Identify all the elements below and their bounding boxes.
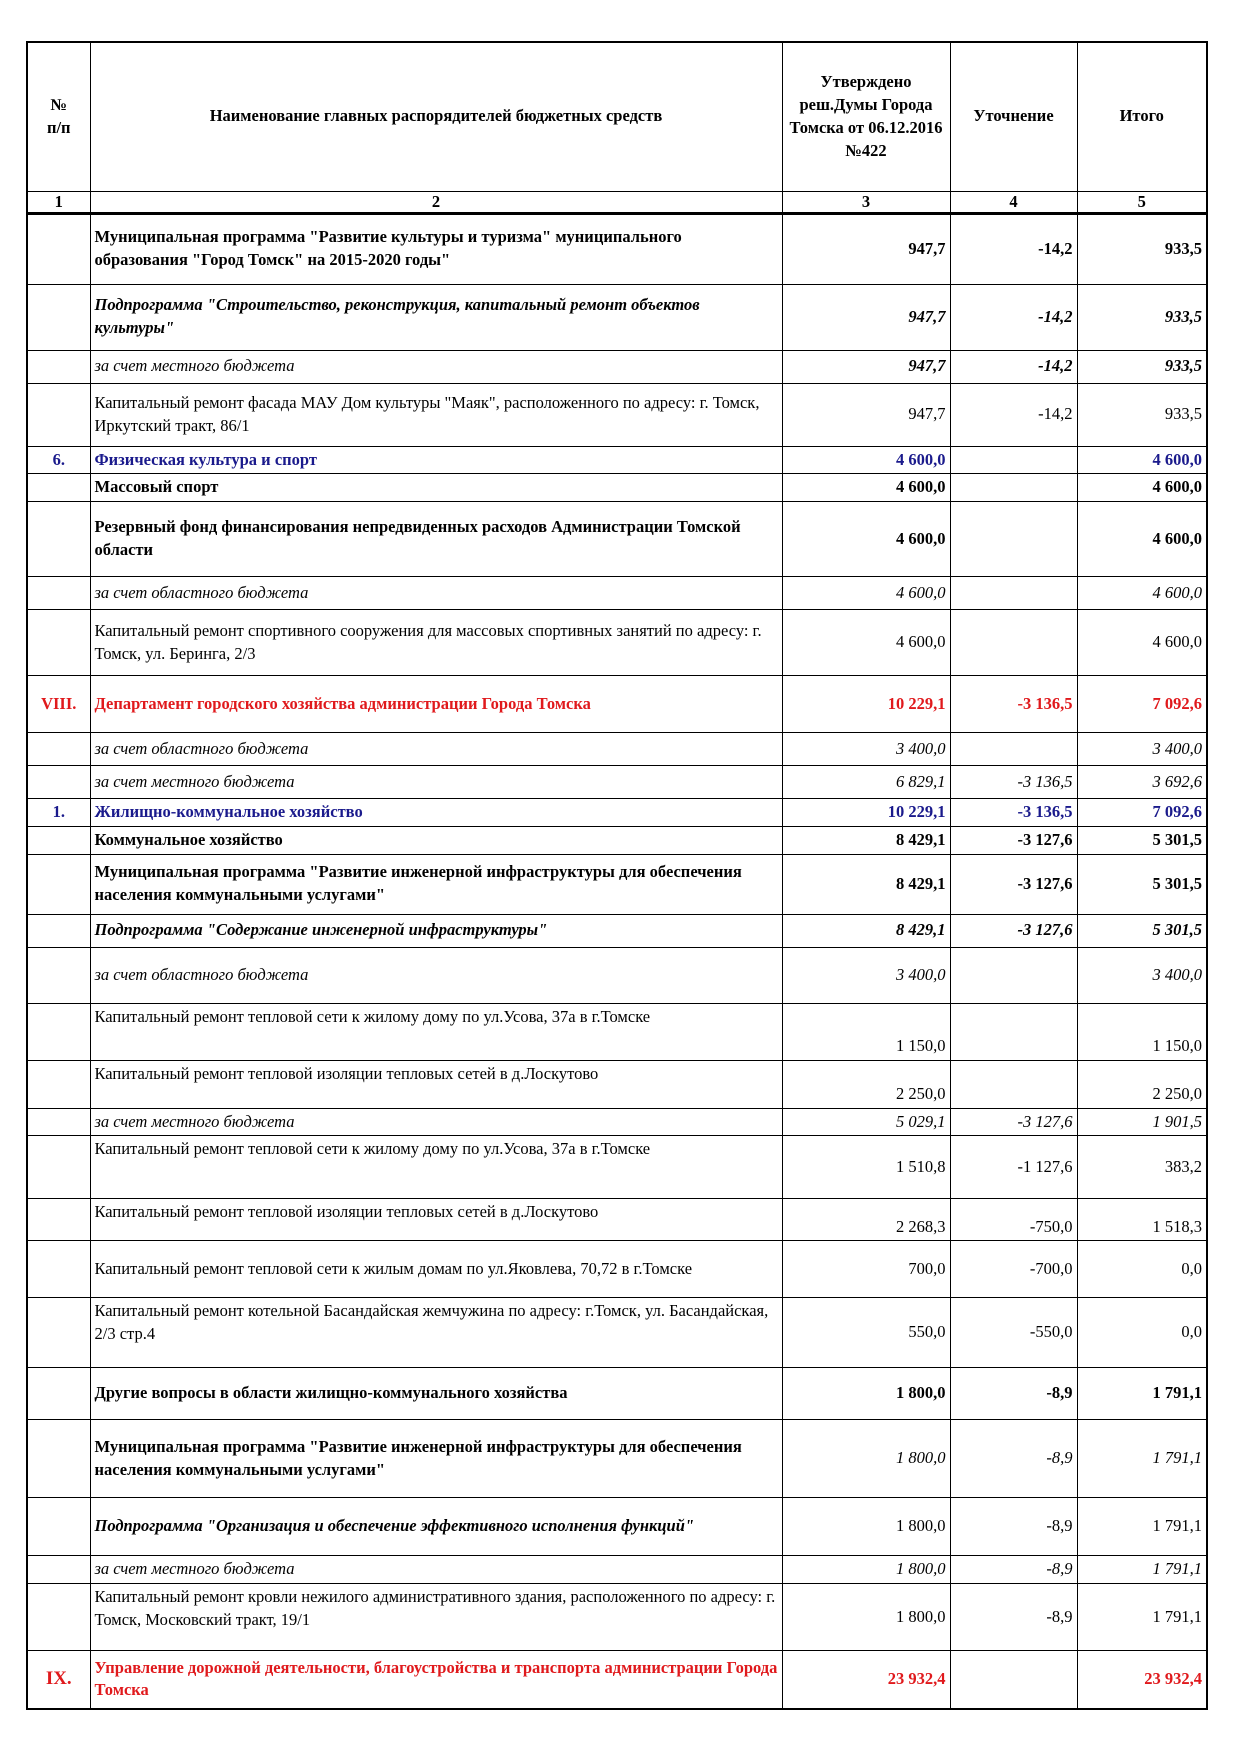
row-change: -3 127,6 xyxy=(950,854,1077,914)
row-change xyxy=(950,446,1077,474)
table-row xyxy=(27,799,1207,827)
row-approved: 1 800,0 xyxy=(782,1556,950,1584)
row-change xyxy=(950,610,1077,676)
header-number: № п/п xyxy=(27,42,90,191)
row-number xyxy=(27,733,90,766)
row-change: -3 136,5 xyxy=(950,766,1077,799)
header-row xyxy=(27,42,1207,191)
table-row xyxy=(27,1298,1207,1368)
table-row xyxy=(27,1556,1207,1584)
row-approved: 4 600,0 xyxy=(782,577,950,610)
row-total: 3 692,6 xyxy=(1077,766,1207,799)
row-number xyxy=(27,854,90,914)
row-approved: 4 600,0 xyxy=(782,446,950,474)
row-number xyxy=(27,383,90,446)
row-approved: 8 429,1 xyxy=(782,914,950,947)
row-name: Физическая культура и спорт xyxy=(90,446,782,474)
row-number xyxy=(27,1003,90,1060)
row-number: VIII. xyxy=(27,676,90,733)
row-name: Жилищно-коммунальное хозяйство xyxy=(90,799,782,827)
row-change: -3 127,6 xyxy=(950,914,1077,947)
row-change: -8,9 xyxy=(950,1368,1077,1420)
row-name: Капитальный ремонт котельной Басандайская жемчужина по адресу: г.Томск, ул. Басандайская, 2/3 стр.4 xyxy=(90,1298,782,1368)
row-change xyxy=(950,502,1077,577)
row-change xyxy=(950,474,1077,502)
row-approved: 8 429,1 xyxy=(782,854,950,914)
row-change: -3 127,6 xyxy=(950,1108,1077,1136)
table-row xyxy=(27,1199,1207,1241)
row-number xyxy=(27,1241,90,1298)
row-number xyxy=(27,1298,90,1368)
row-total: 3 400,0 xyxy=(1077,733,1207,766)
table-row xyxy=(27,1136,1207,1199)
table-row xyxy=(27,1241,1207,1298)
row-change: -14,2 xyxy=(950,383,1077,446)
row-total: 933,5 xyxy=(1077,284,1207,350)
row-approved: 947,7 xyxy=(782,284,950,350)
row-number xyxy=(27,766,90,799)
row-number xyxy=(27,1060,90,1108)
row-total: 933,5 xyxy=(1077,383,1207,446)
table-row xyxy=(27,854,1207,914)
row-number xyxy=(27,914,90,947)
row-approved: 700,0 xyxy=(782,1241,950,1298)
row-total: 4 600,0 xyxy=(1077,474,1207,502)
row-name: Капитальный ремонт фасада МАУ Дом культуры "Маяк", расположенного по адресу: г. Томск, Иркутский тракт, 86/1 xyxy=(90,383,782,446)
row-approved: 947,7 xyxy=(782,350,950,383)
row-change: -700,0 xyxy=(950,1241,1077,1298)
table-row xyxy=(27,1651,1207,1709)
row-name: Другие вопросы в области жилищно-коммунального хозяйства xyxy=(90,1368,782,1420)
row-total: 7 092,6 xyxy=(1077,676,1207,733)
row-name: Подпрограмма "Строительство, реконструкция, капитальный ремонт объектов культуры" xyxy=(90,284,782,350)
row-total: 383,2 xyxy=(1077,1136,1207,1199)
table-row xyxy=(27,383,1207,446)
row-approved: 1 800,0 xyxy=(782,1498,950,1556)
row-total: 1 150,0 xyxy=(1077,1003,1207,1060)
row-change: -8,9 xyxy=(950,1584,1077,1651)
row-number xyxy=(27,1199,90,1241)
table-row xyxy=(27,914,1207,947)
row-approved: 6 829,1 xyxy=(782,766,950,799)
column-number: 3 xyxy=(782,191,950,213)
table-row xyxy=(27,350,1207,383)
column-number: 4 xyxy=(950,191,1077,213)
row-change: -8,9 xyxy=(950,1420,1077,1498)
budget-table xyxy=(26,41,1208,1710)
row-number xyxy=(27,1420,90,1498)
row-approved: 1 510,8 xyxy=(782,1136,950,1199)
table-row xyxy=(27,1368,1207,1420)
row-total: 1 791,1 xyxy=(1077,1584,1207,1651)
row-total: 0,0 xyxy=(1077,1298,1207,1368)
row-change xyxy=(950,577,1077,610)
row-number xyxy=(27,577,90,610)
row-name: Муниципальная программа "Развитие культуры и туризма" муниципального образования "Город Томск" на 2015-2020 годы" xyxy=(90,213,782,284)
row-approved: 1 150,0 xyxy=(782,1003,950,1060)
column-number-row xyxy=(27,191,1207,213)
row-total: 23 932,4 xyxy=(1077,1651,1207,1709)
table-row xyxy=(27,1498,1207,1556)
column-number: 2 xyxy=(90,191,782,213)
table-row xyxy=(27,733,1207,766)
row-name: Управление дорожной деятельности, благоустройства и транспорта администрации Города Томска xyxy=(90,1651,782,1709)
row-number xyxy=(27,947,90,1003)
row-total: 5 301,5 xyxy=(1077,826,1207,854)
row-number xyxy=(27,1136,90,1199)
row-total: 1 791,1 xyxy=(1077,1556,1207,1584)
row-total: 1 901,5 xyxy=(1077,1108,1207,1136)
row-name: Капитальный ремонт тепловой сети к жилому дому по ул.Усова, 37а в г.Томске xyxy=(90,1003,782,1060)
table-row xyxy=(27,502,1207,577)
table-row xyxy=(27,577,1207,610)
row-name: за счет областного бюджета xyxy=(90,947,782,1003)
row-change xyxy=(950,1003,1077,1060)
table-row xyxy=(27,766,1207,799)
row-approved: 3 400,0 xyxy=(782,733,950,766)
row-change: -750,0 xyxy=(950,1199,1077,1241)
row-total: 5 301,5 xyxy=(1077,854,1207,914)
row-change: -1 127,6 xyxy=(950,1136,1077,1199)
table-row xyxy=(27,826,1207,854)
row-change: -3 127,6 xyxy=(950,826,1077,854)
row-change: -3 136,5 xyxy=(950,676,1077,733)
row-change: -14,2 xyxy=(950,213,1077,284)
row-number xyxy=(27,284,90,350)
row-number xyxy=(27,1108,90,1136)
row-number xyxy=(27,474,90,502)
header-approved: Утверждено реш.Думы Города Томска от 06.12.2016 №422 xyxy=(782,42,950,191)
row-total: 933,5 xyxy=(1077,350,1207,383)
table-row xyxy=(27,1108,1207,1136)
row-name: Капитальный ремонт спортивного сооружения для массовых спортивных занятий по адресу: г. Томск, ул. Беринга, 2/3 xyxy=(90,610,782,676)
row-change xyxy=(950,1060,1077,1108)
row-approved: 5 029,1 xyxy=(782,1108,950,1136)
row-number: 6. xyxy=(27,446,90,474)
row-number: 1. xyxy=(27,799,90,827)
row-change xyxy=(950,733,1077,766)
table-row xyxy=(27,1003,1207,1060)
row-name: Капитальный ремонт тепловой сети к жилому дому по ул.Усова, 37а в г.Томске xyxy=(90,1136,782,1199)
column-number: 1 xyxy=(27,191,90,213)
row-name: за счет местного бюджета xyxy=(90,1108,782,1136)
row-name: за счет местного бюджета xyxy=(90,350,782,383)
table-row xyxy=(27,676,1207,733)
table-row xyxy=(27,446,1207,474)
row-total: 1 791,1 xyxy=(1077,1368,1207,1420)
row-name: Массовый спорт xyxy=(90,474,782,502)
table-row xyxy=(27,947,1207,1003)
row-change xyxy=(950,1651,1077,1709)
row-name: Капитальный ремонт кровли нежилого административного здания, расположенного по адресу: г. Томск, Московский тракт, 19/1 xyxy=(90,1584,782,1651)
header-total: Итого xyxy=(1077,42,1207,191)
row-total: 933,5 xyxy=(1077,213,1207,284)
row-name: Подпрограмма "Содержание инженерной инфраструктуры" xyxy=(90,914,782,947)
row-approved: 23 932,4 xyxy=(782,1651,950,1709)
row-name: Муниципальная программа "Развитие инженерной инфраструктуры для обеспечения населения коммунальными услугами" xyxy=(90,1420,782,1498)
row-name: Муниципальная программа "Развитие инженерной инфраструктуры для обеспечения населения коммунальными услугами" xyxy=(90,854,782,914)
header-change: Уточнение xyxy=(950,42,1077,191)
row-approved: 1 800,0 xyxy=(782,1368,950,1420)
row-name: Капитальный ремонт тепловой сети к жилым домам по ул.Яковлева, 70,72 в г.Томске xyxy=(90,1241,782,1298)
row-approved: 2 268,3 xyxy=(782,1199,950,1241)
row-number xyxy=(27,610,90,676)
row-total: 2 250,0 xyxy=(1077,1060,1207,1108)
row-change: -8,9 xyxy=(950,1556,1077,1584)
table-row xyxy=(27,1584,1207,1651)
row-name: за счет местного бюджета xyxy=(90,1556,782,1584)
row-name: Департамент городского хозяйства администрации Города Томска xyxy=(90,676,782,733)
table-row xyxy=(27,474,1207,502)
row-approved: 947,7 xyxy=(782,383,950,446)
row-number xyxy=(27,826,90,854)
row-total: 4 600,0 xyxy=(1077,610,1207,676)
row-approved: 4 600,0 xyxy=(782,610,950,676)
header-name: Наименование главных распорядителей бюджетных средств xyxy=(90,42,782,191)
row-name: Подпрограмма "Организация и обеспечение эффективного исполнения функций" xyxy=(90,1498,782,1556)
row-approved: 10 229,1 xyxy=(782,676,950,733)
row-total: 3 400,0 xyxy=(1077,947,1207,1003)
row-approved: 550,0 xyxy=(782,1298,950,1368)
row-name: за счет местного бюджета xyxy=(90,766,782,799)
row-name: за счет областного бюджета xyxy=(90,577,782,610)
row-change xyxy=(950,947,1077,1003)
table-row xyxy=(27,1420,1207,1498)
table-row xyxy=(27,284,1207,350)
row-approved: 4 600,0 xyxy=(782,502,950,577)
row-approved: 3 400,0 xyxy=(782,947,950,1003)
row-number xyxy=(27,350,90,383)
row-number xyxy=(27,213,90,284)
row-total: 0,0 xyxy=(1077,1241,1207,1298)
table-row xyxy=(27,1060,1207,1108)
row-total: 5 301,5 xyxy=(1077,914,1207,947)
row-number: IX. xyxy=(27,1651,90,1709)
row-approved: 1 800,0 xyxy=(782,1584,950,1651)
row-approved: 1 800,0 xyxy=(782,1420,950,1498)
row-total: 4 600,0 xyxy=(1077,502,1207,577)
row-total: 1 518,3 xyxy=(1077,1199,1207,1241)
row-total: 7 092,6 xyxy=(1077,799,1207,827)
row-number xyxy=(27,502,90,577)
row-number xyxy=(27,1498,90,1556)
row-change: -3 136,5 xyxy=(950,799,1077,827)
row-total: 1 791,1 xyxy=(1077,1498,1207,1556)
row-change: -8,9 xyxy=(950,1498,1077,1556)
row-change: -14,2 xyxy=(950,350,1077,383)
row-approved: 10 229,1 xyxy=(782,799,950,827)
row-approved: 947,7 xyxy=(782,213,950,284)
row-approved: 8 429,1 xyxy=(782,826,950,854)
row-number xyxy=(27,1584,90,1651)
row-change: -14,2 xyxy=(950,284,1077,350)
row-total: 1 791,1 xyxy=(1077,1420,1207,1498)
row-name: Резервный фонд финансирования непредвиденных расходов Администрации Томской области xyxy=(90,502,782,577)
row-name: Капитальный ремонт тепловой изоляции тепловых сетей в д.Лоскутово xyxy=(90,1199,782,1241)
row-approved: 4 600,0 xyxy=(782,474,950,502)
row-total: 4 600,0 xyxy=(1077,577,1207,610)
table-row xyxy=(27,213,1207,284)
row-change: -550,0 xyxy=(950,1298,1077,1368)
row-name: за счет областного бюджета xyxy=(90,733,782,766)
row-approved: 2 250,0 xyxy=(782,1060,950,1108)
row-number xyxy=(27,1556,90,1584)
row-number xyxy=(27,1368,90,1420)
table-row xyxy=(27,610,1207,676)
row-total: 4 600,0 xyxy=(1077,446,1207,474)
column-number: 5 xyxy=(1077,191,1207,213)
row-name: Коммунальное хозяйство xyxy=(90,826,782,854)
row-name: Капитальный ремонт тепловой изоляции тепловых сетей в д.Лоскутово xyxy=(90,1060,782,1108)
